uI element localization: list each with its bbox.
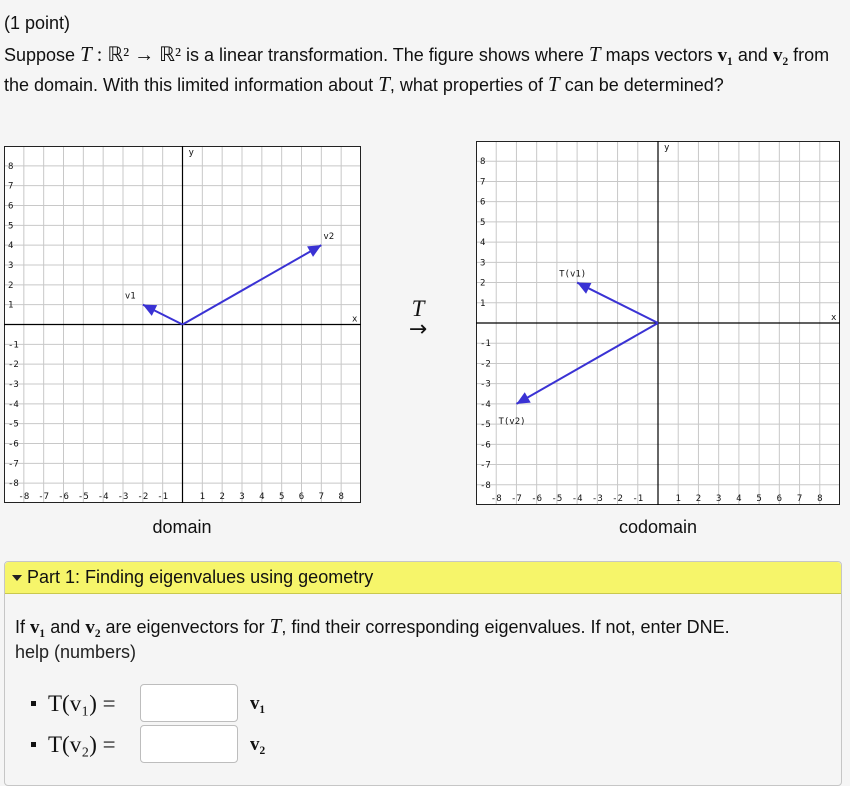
eigenvalue-input-1[interactable] [140,684,238,722]
x-tick-label: -1 [632,494,644,504]
question-and: and [737,45,768,65]
answer-list [15,683,841,764]
question-part2: maps vectors [605,45,713,65]
vector-label: T(v1) [559,269,587,280]
x-axis-label: x [352,314,358,325]
y-tick-label: -7 [480,460,491,471]
y-tick-label: 3 [480,258,486,269]
answer-label: T(v₂) = [48,731,116,757]
x-tick-label: -4 [97,492,109,502]
graph-svg [4,146,361,503]
instr-and: and [50,617,81,637]
y-tick-label: 2 [8,280,14,291]
y-tick-label: -6 [8,439,19,450]
x-tick-label: 2 [219,492,225,502]
math-v2: v₂ [772,45,789,66]
domain-graph [4,146,361,503]
caret-down-icon [12,575,22,581]
x-tick-label: 5 [756,494,762,504]
x-tick-label: 7 [318,492,325,502]
y-tick-label: 7 [480,177,486,188]
x-tick-label: -2 [137,492,149,502]
x-tick-label: -7 [511,494,522,504]
x-tick-label: 4 [259,492,265,502]
transform-symbol: T [411,296,425,321]
y-tick-label: 4 [8,241,14,252]
y-tick-label: 1 [8,300,14,311]
domain-caption: domain [152,517,212,537]
y-tick-label: -3 [480,379,491,390]
x-tick-label: -6 [58,492,69,502]
math-t: T [588,42,601,66]
x-tick-label: -2 [612,494,623,504]
x-tick-label: -8 [490,494,502,504]
codomain-graph [476,141,840,505]
x-tick-label: -5 [77,492,89,502]
math-v1: v₁ [717,45,733,66]
question-part1: is a linear transformation. The figure shows where [186,45,584,65]
x-tick-label: 2 [695,494,702,504]
y-tick-label: -5 [480,420,491,431]
x-tick-label: 5 [278,492,285,502]
graph-svg [476,141,840,505]
vector-label: T(v2) [498,416,526,427]
x-axis-label: x [831,313,837,323]
x-tick-label: 8 [338,492,344,502]
x-tick-label: 6 [776,494,783,504]
transform-arrow [400,298,436,340]
y-tick-label: 8 [8,161,14,172]
y-tick-label: -3 [8,380,19,390]
part1-title: Part 1: Finding eigenvalues using geometry [27,567,374,587]
math-t: T [548,72,560,96]
x-tick-label: -3 [591,494,603,504]
bullet-icon [31,742,36,747]
answer-suffix: v₂ [250,733,266,755]
x-tick-label: 1 [199,492,206,502]
y-axis-label: y [664,143,670,153]
y-tick-label: -8 [8,479,19,490]
math-t: T [378,72,390,96]
part1-body [5,594,841,764]
y-tick-label: -2 [480,359,491,370]
y-tick-label: 7 [8,181,14,192]
y-tick-label: 4 [480,238,486,249]
y-tick-label: -5 [8,419,19,430]
help-link[interactable]: help (numbers) [15,642,137,662]
answer-suffix: v₁ [250,692,266,714]
x-tick-label: 7 [796,494,803,504]
y-tick-label: 5 [8,221,14,232]
x-tick-label: -5 [551,494,563,504]
bullet-icon [31,701,36,706]
right-arrow-icon: → [408,317,428,342]
part1-panel [4,561,842,786]
y-tick-label: -4 [8,399,19,410]
math-v1: v₁ [30,617,46,638]
x-tick-label: 1 [675,494,681,504]
y-tick-label: -7 [8,459,19,470]
answer-row-2 [31,724,841,764]
codomain-caption: codomain [618,517,698,537]
answer-row-1 [31,683,841,723]
y-tick-label: -1 [8,340,19,351]
part1-header[interactable] [5,562,841,594]
question-part4: , what properties of [389,75,543,95]
eigenvalue-input-2[interactable] [140,725,238,763]
x-tick-label: -7 [38,492,50,502]
point-value: (1 point) [4,13,71,33]
x-tick-label: 4 [736,494,742,504]
y-tick-label: 6 [480,197,486,208]
math-t: T [80,42,92,66]
x-tick-label: -4 [571,494,583,504]
y-axis-label: y [188,148,194,158]
instr-if: If [15,617,26,637]
x-tick-label: -1 [157,492,169,502]
y-tick-label: 6 [8,201,14,212]
question-lead: Suppose [4,45,76,65]
y-tick-label: -6 [480,440,491,451]
x-tick-label: -6 [531,494,543,504]
x-tick-label: 3 [239,492,245,502]
x-tick-label: -3 [117,492,129,502]
x-tick-label: -8 [18,492,30,502]
y-tick-label: -2 [8,360,19,371]
y-tick-label: 2 [480,278,486,289]
answer-label: T(v₁) = [48,690,116,716]
y-tick-label: -4 [480,399,491,410]
x-tick-label: 3 [715,494,722,504]
y-tick-label: 5 [480,217,486,228]
vector-label: v1 [124,291,136,302]
x-tick-label: 6 [298,492,305,502]
y-tick-label: 8 [480,157,486,168]
math-map: : ℝ² → ℝ² [91,44,181,66]
y-tick-label: 1 [480,298,486,309]
math-t: T [269,614,282,638]
instr-end: , find their corresponding eigenvalues. If not, enter DNE. [281,617,730,637]
x-tick-label: 8 [817,494,823,504]
y-tick-label: 3 [8,261,14,271]
math-v2: v₂ [85,617,101,638]
instr-mid: are eigenvectors for [105,617,265,637]
vector-label: v2 [323,232,335,243]
y-tick-label: -8 [480,480,491,491]
part1-instructions [15,614,841,640]
y-tick-label: -1 [480,339,491,350]
question-part5: can be determined? [564,75,724,95]
question-part3: from the domain. With this limited information about [4,45,830,95]
question-text [4,40,839,99]
